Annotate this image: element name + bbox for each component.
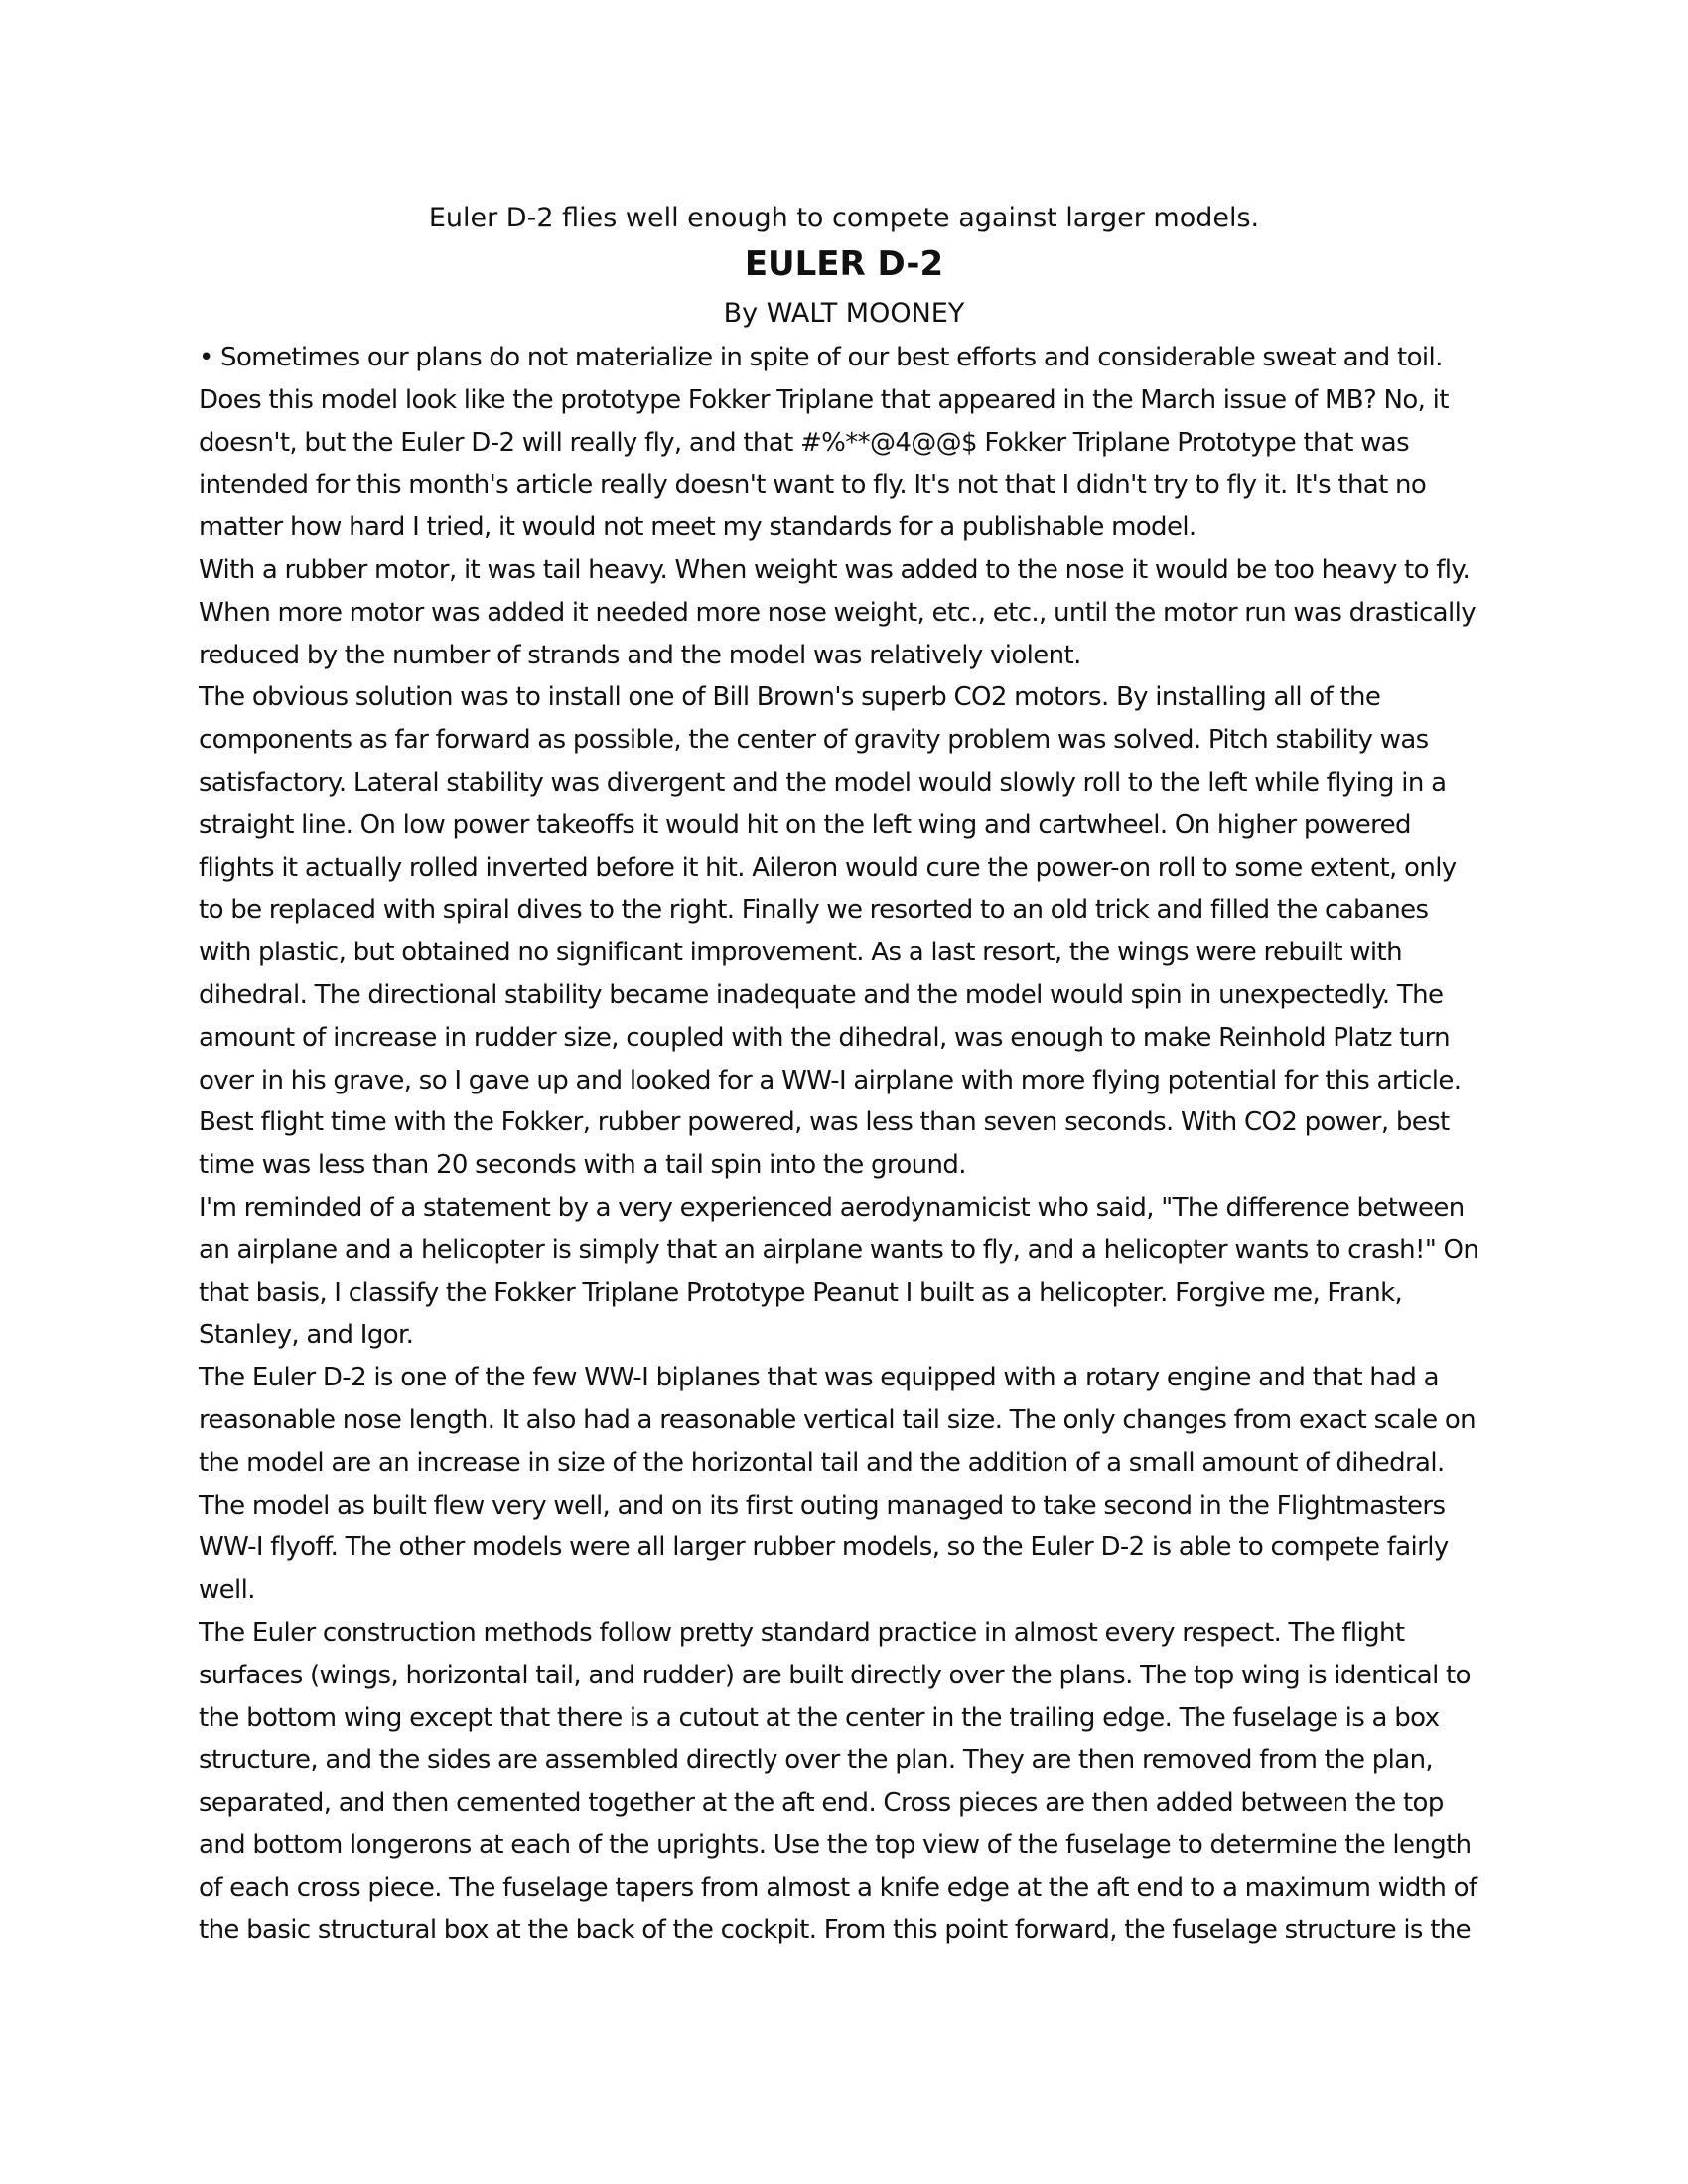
article-body bbox=[199, 337, 1489, 1952]
body-text-line: separated, and then cemented together at the aft end. Cross pieces are then added between the top bbox=[199, 1788, 1444, 1819]
body-text-line: over in his grave, so I gave up and looked for a WW-I airplane with more flying potential for this article. bbox=[199, 1065, 1462, 1095]
body-text-line: and bottom longerons at each of the uprights. Use the top view of the fuselage to determine the length bbox=[199, 1829, 1472, 1860]
body-text-line: structure, and the sides are assembled directly over the plan. They are then removed from the plan, bbox=[199, 1745, 1434, 1776]
body-text-line: the bottom wing except that there is a cutout at the center in the trailing edge. The fuselage is a box bbox=[199, 1702, 1440, 1733]
body-text-line: well. bbox=[199, 1575, 255, 1606]
body-text-line: an airplane and a helicopter is simply that an airplane wants to fly, and a helicopter wants to crash!" On bbox=[199, 1235, 1479, 1265]
photo-caption: Euler D-2 flies well enough to compete against larger models. bbox=[428, 203, 1260, 233]
body-text-line: to be replaced with spiral dives to the right. Finally we resorted to an old trick and filled the cabanes bbox=[199, 895, 1429, 926]
body-text-line: with plastic, but obtained no significant improvement. As a last resort, the wings were rebuilt with bbox=[199, 938, 1402, 968]
body-text-line: flights it actually rolled inverted before it hit. Aileron would cure the power-on roll to some extent, only bbox=[199, 852, 1457, 883]
article-title: EULER D-2 bbox=[744, 244, 944, 284]
body-text-line: matter how hard I tried, it would not meet my standards for a publishable model. bbox=[199, 512, 1196, 543]
body-text-line: intended for this month's article really doesn't want to fly. It's not that I didn't try to fly it. It's that no bbox=[199, 470, 1427, 501]
body-text-line: straight line. On low power takeoffs it would hit on the left wing and cartwheel. On higher powered bbox=[199, 809, 1411, 840]
body-text-line: Stanley, and Igor. bbox=[199, 1320, 414, 1351]
body-text-line: the basic structural box at the back of the cockpit. From this point forward, the fuselage structure is the bbox=[199, 1915, 1472, 1946]
body-text-line: that basis, I classify the Fokker Triplane Prototype Peanut I built as a helicopter. Forgive me, Frank, bbox=[199, 1277, 1403, 1308]
body-text-line: The Euler D-2 is one of the few WW-I biplanes that was equipped with a rotary engine and that had a bbox=[199, 1363, 1439, 1393]
body-text-line: Best flight time with the Fokker, rubber powered, was less than seven seconds. With CO2 power, best bbox=[199, 1107, 1450, 1138]
author-byline: By WALT MOONEY bbox=[723, 298, 965, 329]
body-text-line: doesn't, but the Euler D-2 will really fly, and that #%**@4@@$ Fokker Triplane Prototype that was bbox=[199, 427, 1409, 458]
body-text-line: WW-I flyoff. The other models were all larger rubber models, so the Euler D-2 is able to compete fairly bbox=[199, 1532, 1449, 1563]
body-text-line: the model are an increase in size of the horizontal tail and the addition of a small amount of dihedral. bbox=[199, 1447, 1445, 1478]
body-text-line: • Sometimes our plans do not materialize in spite of our best efforts and considerable sweat and toil. bbox=[199, 343, 1443, 372]
body-text-line: With a rubber motor, it was tail heavy. When weight was added to the nose it would be too heavy to fly. bbox=[199, 554, 1471, 585]
body-text-line: When more motor was added it needed more nose weight, etc., etc., until the motor run was drastically bbox=[199, 597, 1476, 628]
body-text-line: I'm reminded of a statement by a very experienced aerodynamicist who said, "The difference between bbox=[199, 1192, 1465, 1223]
body-text-line: The model as built flew very well, and on its first outing managed to take second in the Flightmasters bbox=[199, 1490, 1446, 1521]
body-text-line: amount of increase in rudder size, coupled with the dihedral, was enough to make Reinhold Platz turn bbox=[199, 1022, 1451, 1053]
body-text-line: surfaces (wings, horizontal tail, and rudder) are built directly over the plans. The top wing is identical to bbox=[199, 1660, 1471, 1690]
body-text-line: of each cross piece. The fuselage tapers from almost a knife edge at the aft end to a maximum width of bbox=[199, 1872, 1477, 1903]
body-text-line: The obvious solution was to install one of Bill Brown's superb CO2 motors. By installing all of the bbox=[199, 682, 1381, 713]
body-text-line: dihedral. The directional stability became inadequate and the model would spin in unexpectedly. The bbox=[199, 979, 1444, 1010]
body-text-line: satisfactory. Lateral stability was divergent and the model would slowly roll to the left while flying in a bbox=[199, 767, 1447, 798]
body-text-line: time was less than 20 seconds with a tail spin into the ground. bbox=[199, 1150, 966, 1181]
body-text-line: reasonable nose length. It also had a reasonable vertical tail size. The only changes from exact scale on bbox=[199, 1404, 1476, 1435]
body-text-line: reduced by the number of strands and the model was relatively violent. bbox=[199, 640, 1081, 670]
body-text-line: components as far forward as possible, the center of gravity problem was solved. Pitch stability was bbox=[199, 725, 1429, 756]
body-text-line: Does this model look like the prototype Fokker Triplane that appeared in the March issue of MB? No, it bbox=[199, 384, 1449, 415]
body-text-line: The Euler construction methods follow pretty standard practice in almost every respect. The flight bbox=[199, 1617, 1405, 1648]
